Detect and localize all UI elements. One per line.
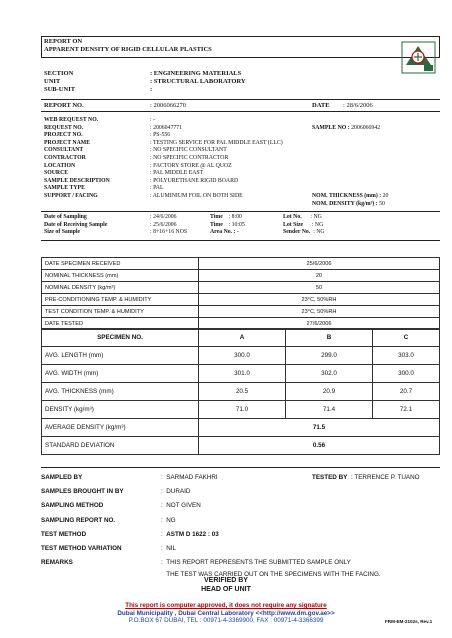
remarks-line2: THE TEST WAS CARRIED OUT ON THE SPECIMENS WITH THE FACING. <box>166 571 381 579</box>
cell-c: 72.1 <box>373 401 440 419</box>
condition-value: 27/6/2006 <box>199 318 440 330</box>
sample-type-value: PAL <box>153 185 164 192</box>
request-no-value: 2006047771 <box>153 124 183 131</box>
lot-no-label: Lot No. <box>283 214 302 220</box>
cell-a: 71.0 <box>199 401 286 419</box>
table-row <box>42 282 440 294</box>
condition-label: TEST CONDITION TEMP. & HUMIDITY <box>42 306 199 318</box>
table-row <box>42 347 440 365</box>
cell-a: 20.5 <box>199 383 286 401</box>
table-row <box>42 401 440 419</box>
sampled-by-label: SAMPLED BY <box>41 474 83 481</box>
contractor-label: CONTRACTOR <box>44 154 86 161</box>
test-method-variation-label: TEST METHOD VARIATION <box>41 545 122 553</box>
table-row <box>42 258 440 270</box>
table-header-row <box>42 329 440 347</box>
sender-no-value: : NG <box>313 229 325 236</box>
condition-value: 23°C, 50%RH <box>199 306 440 318</box>
remarks-line1: THIS REPORT REPRESENTS THE SUBMITTED SAMPLE ONLY <box>166 559 351 567</box>
table-row <box>42 383 440 401</box>
sample-no-label: SAMPLE NO : <box>312 124 350 131</box>
sampling-method-value: NOT GIVEN <box>166 502 201 510</box>
sampling-report-no-label: SAMPLING REPORT NO. <box>41 516 116 524</box>
consultant-label: CONSULTANT <box>44 147 84 154</box>
size-sample-value: 8+16+16 NOS <box>153 229 188 236</box>
cell-a: 300.0 <box>199 347 286 365</box>
results-table <box>41 328 440 455</box>
condition-label: DATE SPECIMEN RECEIVED <box>42 258 199 270</box>
laboratory-line: Dubai Municipality , Dubai Central Laboratory <<http://www.dm.gov.ae>> <box>117 609 335 617</box>
condition-value: 20 <box>199 270 440 282</box>
test-method-variation-value: NIL <box>166 545 177 553</box>
date-value: 28/6/2006 <box>346 102 373 109</box>
nom-density-value: 50 <box>379 200 385 207</box>
nom-thickness-value: 20 <box>382 193 389 199</box>
web-request-value: - <box>153 117 155 123</box>
time-sampling-label: Time <box>210 214 223 220</box>
col-header-b: B <box>286 329 373 347</box>
sampling-report-no-value: NG <box>166 516 176 524</box>
table-row <box>42 270 440 282</box>
cell-b: 20.9 <box>286 383 373 401</box>
area-no-label: Area No. : - <box>210 229 239 236</box>
unit-label: UNIT <box>44 78 61 85</box>
tested-by-value: TERRENCE P. TUANO <box>354 474 420 481</box>
size-sample-label: Size of Sample <box>44 229 81 236</box>
source-value: PAL MIDDLE EAST <box>153 170 204 177</box>
brought-in-by-label: SAMPLES BROUGHT IN BY <box>41 488 124 496</box>
average-density-value: 71.5 <box>199 419 440 437</box>
report-title-line2: APPARENT DENSITY OF RIGID CELLULAR PLASTICS <box>44 46 212 53</box>
condition-value: 50 <box>199 282 440 294</box>
condition-label: NOMINAL THICKNESS (mm) <box>42 270 199 282</box>
table-row <box>42 294 440 306</box>
source-label: SOURCE <box>44 170 69 177</box>
cell-c: 300.0 <box>373 365 440 383</box>
contact-line: P.O.BOX 67 DUBAI, TEL : 00971-4-3369900, FAX : 00971-4-3366399 <box>128 617 324 625</box>
head-of-unit: HEAD OF UNIT <box>201 586 251 593</box>
table-row <box>42 437 440 455</box>
col-header-c: C <box>373 329 440 347</box>
brought-in-by-value: DURAID <box>166 488 191 496</box>
municipality-logo <box>401 41 436 74</box>
support-facing-value: ALUMINIUM FOIL ON BOTH SIDE <box>152 192 243 199</box>
table-row <box>42 306 440 318</box>
condition-label: DATE TESTED <box>42 318 199 330</box>
divider-request <box>41 211 440 212</box>
consultant-value: NO SPECIFIC CONSULTANT <box>153 147 227 154</box>
sampled-by-value: SARMAD FAKHRI <box>166 474 218 481</box>
project-name-value: TESTING SERVICE FOR PAL MIDDLE EAST (LLC) <box>152 139 283 146</box>
sample-no-value: 2006066942 <box>351 124 381 131</box>
time-sampling-value: : 8:00 <box>228 214 242 220</box>
test-method-value: ASTM D 1622 : 03 <box>166 530 219 538</box>
date-sampling-value: 24/6/2006 <box>153 214 177 220</box>
sample-description-value: POLYURETHANE RIGID BOARD <box>153 177 239 184</box>
table-row <box>42 365 440 383</box>
conditions-table <box>41 257 440 330</box>
subunit-label: SUB-UNIT <box>44 86 76 93</box>
location-label: LOCATION <box>44 162 76 169</box>
lot-no-value: : NG <box>310 214 322 220</box>
web-request-label: WEB REQUEST NO. <box>44 117 99 123</box>
cell-b: 71.4 <box>286 401 373 419</box>
divider-footer <box>41 467 440 468</box>
test-method-label: TEST METHOD <box>41 530 87 538</box>
row-label: AVG. WIDTH (mm) <box>42 365 199 383</box>
divider-report <box>41 111 440 112</box>
sender-no-label: Sender No. <box>283 229 311 236</box>
lot-size-label: Lot Size <box>283 221 304 228</box>
time-receiving-label: Time <box>210 221 223 228</box>
section-value: ENGINEERING MATERIALS <box>153 70 242 77</box>
report-no-value: 2006066270 <box>153 102 186 109</box>
nom-thickness-label: NOM. THICKNESS (mm) : <box>312 193 382 199</box>
nom-density-label: NOM. DENSITY (kg/m³) : <box>312 200 378 207</box>
table-row <box>42 419 440 437</box>
verified-by: VERIFIED BY <box>204 577 248 584</box>
std-deviation-label: STANDARD DEVIATION <box>42 437 199 455</box>
divider-top <box>41 99 440 100</box>
divider-sampling <box>41 240 440 241</box>
condition-label: NOMINAL DENSITY (kg/m³) <box>42 282 199 294</box>
sample-type-label: SAMPLE TYPE <box>44 185 85 192</box>
computer-approved-notice: This report is computer approved, it does not require any signature <box>125 602 327 609</box>
cell-b: 302.0 <box>286 365 373 383</box>
condition-value: 25/6/2006 <box>199 258 440 270</box>
row-label: AVG. THICKNESS (mm) <box>42 383 199 401</box>
tested-by-label: TESTED BY <box>312 474 348 481</box>
unit-value: STRUCTURAL LABORATORY <box>153 78 246 85</box>
time-receiving-value: : 10:05 <box>228 221 245 228</box>
condition-value: 23°C, 50%RH <box>199 294 440 306</box>
project-no-label: PROJECT NO. <box>44 132 83 139</box>
date-label: DATE <box>312 102 330 109</box>
remarks-label: REMARKS <box>41 559 73 567</box>
cell-c: 20.7 <box>373 383 440 401</box>
location-value: FACTORY STORE @ AL QUOZ <box>153 162 232 169</box>
form-number: FRM-EM-2102s, Rev.1 <box>385 619 433 624</box>
date-sampling-label: Date of Sampling <box>44 214 87 220</box>
cell-c: 303.0 <box>373 347 440 365</box>
row-label: AVG. LENGTH (mm) <box>42 347 199 365</box>
sampling-method-label: SAMPLING METHOD <box>41 502 104 510</box>
report-no-label: REPORT NO. <box>44 102 84 109</box>
cell-a: 301.0 <box>199 365 286 383</box>
report-title-line1: REPORT ON <box>44 38 83 45</box>
contractor-value: NO SPECIFIC CONTRACTOR <box>153 154 229 161</box>
cell-b: 299.0 <box>286 347 373 365</box>
std-deviation-value: 0.56 <box>199 437 440 455</box>
project-name-label: PROJECT NAME <box>44 139 91 146</box>
row-label: DENSITY (kg/m³) <box>42 401 199 419</box>
request-no-label: REQUEST NO. <box>44 124 84 131</box>
col-header-a: A <box>199 329 286 347</box>
date-receiving-label: Date of Receiving Sample <box>44 221 108 228</box>
section-label: SECTION <box>44 70 74 77</box>
average-density-label: AVERAGE DENSITY (kg/m³) <box>42 419 199 437</box>
date-receiving-value: 25/6/2006 <box>153 221 177 228</box>
project-no-value: PS-556 <box>153 132 171 139</box>
lot-size-value: : NG <box>311 221 324 228</box>
sample-description-label: SAMPLE DESCRIPTION <box>44 177 110 184</box>
support-facing-label: SUPPORT / FACING <box>44 192 98 199</box>
col-header-specimen: SPECIMEN NO. <box>42 329 199 347</box>
condition-label: PRE-CONDITIONING TEMP. & HUMIDITY <box>42 294 199 306</box>
